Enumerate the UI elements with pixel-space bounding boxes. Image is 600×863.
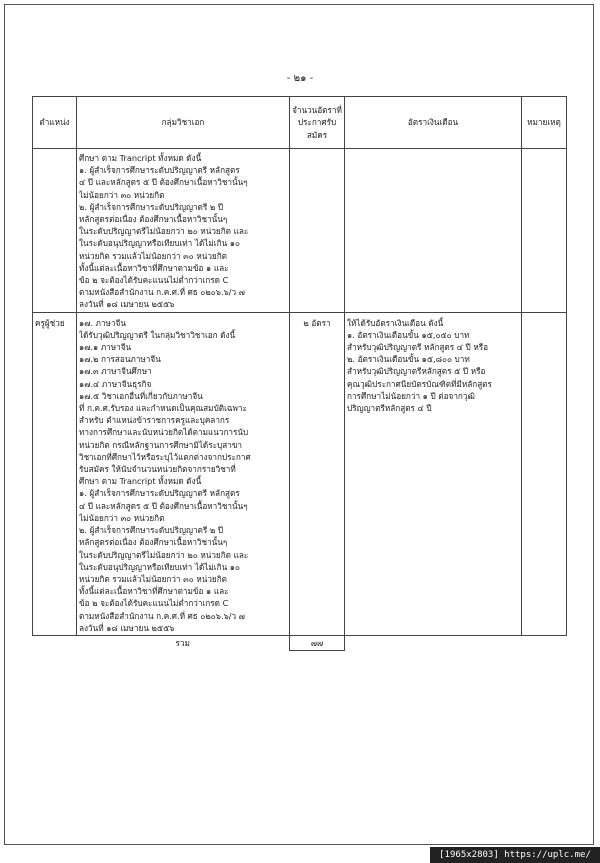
subject-line: ทั้งนี้แต่ละเนื้อหาวิชาที่ศึกษาตามข้อ ๑ และ bbox=[79, 586, 229, 597]
salary-line: ให้ได้รับอัตราเงินเดือน ดังนี้ bbox=[347, 317, 444, 328]
subject-line: ทางการศึกษาและนับหน่วยกิตได้ตามแนวการนับ bbox=[79, 427, 249, 438]
subject-cell bbox=[77, 149, 290, 313]
salary-line: ปริญญาตรีหลักสูตร ๔ ปี bbox=[347, 403, 432, 414]
total-row bbox=[33, 635, 567, 650]
table-row bbox=[33, 312, 567, 635]
subject-line: ๑๗.๑ ภาษาจีน bbox=[79, 342, 132, 353]
quota-cell: ๒ อัตรา bbox=[290, 312, 345, 635]
subject-line: ข้อ ๒ จะต้องได้รับคะแนนไม่ต่ำกว่าเกรด C bbox=[79, 598, 229, 609]
subject-line: ๑๗.๔ ภาษาจีนธุรกิจ bbox=[79, 378, 152, 389]
subject-line: หลักสูตรต่อเนื่อง ต้องศึกษาเนื้อหาวิชานั้นๆ bbox=[79, 214, 228, 225]
subject-line: หน่วยกิต รวมแล้วไม่น้อยกว่า ๓๐ หน่วยกิต bbox=[79, 573, 227, 584]
total-blank-cell bbox=[345, 635, 522, 650]
subject-line: ๑๗.๕ วิชาเอกอื่นที่เกี่ยวกับภาษาจีน bbox=[79, 390, 203, 401]
subject-line: ไม่น้อยกว่า ๓๐ หน่วยกิต bbox=[79, 512, 165, 523]
subject-line: ๑๗.๓ ภาษาจีนศึกษา bbox=[79, 366, 152, 377]
subject-line: ในระดับปริญญาตรีไม่น้อยกว่า ๒๐ หน่วยกิต และ bbox=[79, 226, 249, 237]
subject-line: ในระดับอนุปริญญาหรือเทียบเท่า ได้ไม่เกิน ๑๐ bbox=[79, 238, 240, 249]
header-salary: อัตราเงินเดือน bbox=[345, 97, 522, 149]
recruitment-table bbox=[32, 96, 567, 651]
subject-line: ในระดับปริญญาตรีไม่น้อยกว่า ๒๐ หน่วยกิต และ bbox=[79, 549, 249, 560]
subject-line: ๑๗. ภาษาจีน bbox=[79, 317, 126, 328]
total-blank-cell bbox=[33, 635, 77, 650]
total-value: ๗๗ bbox=[290, 635, 345, 650]
salary-line: คุณวุฒิประกาศนียบัตรบัณฑิตที่มีหลักสูตร bbox=[347, 378, 492, 389]
subject-line: ๑. ผู้สำเร็จการศึกษาระดับปริญญาตรี หลักสูตร bbox=[79, 165, 240, 176]
subject-line: ข้อ ๒ จะต้องได้รับคะแนนไม่ต่ำกว่าเกรด C bbox=[79, 275, 229, 286]
table-row bbox=[33, 149, 567, 313]
subject-line: ตามหนังสือสำนักงาน ก.ค.ศ.ที่ ศธ ๐๒๐๖.๖/ว ๗ bbox=[79, 610, 245, 621]
subject-line: หน่วยกิต กรณีหลักฐานการศึกษามิได้ระบุสาขา bbox=[79, 439, 243, 450]
salary-line: สำหรับวุฒิปริญญาตรีหลักสูตร ๕ ปี หรือ bbox=[347, 366, 486, 377]
total-label: รวม bbox=[175, 637, 190, 648]
header-position: ตำแหน่ง bbox=[33, 97, 77, 149]
position-cell: ครูผู้ช่วย bbox=[33, 312, 77, 635]
total-blank-cell bbox=[522, 635, 567, 650]
subject-line: วิชาเอกที่ศึกษาไว้หรือระบุไว้แตกต่างจากประกาศ bbox=[79, 451, 251, 462]
subject-line: ๔ ปี และหลักสูตร ๕ ปี ต้องศึกษาเนื้อหาวิชานั้นๆ bbox=[79, 177, 248, 188]
salary-cell bbox=[345, 149, 522, 313]
subject-line: หลักสูตรต่อเนื่อง ต้องศึกษาเนื้อหาวิชานั้นๆ bbox=[79, 537, 228, 548]
salary-line: ๒. อัตราเงินเดือนขั้น ๑๕,๘๐๐ บาท bbox=[347, 354, 470, 365]
subject-line: ศึกษา ตาม Trancript ทั้งหมด ดังนี้ bbox=[79, 476, 202, 487]
subject-line: ๑. ผู้สำเร็จการศึกษาระดับปริญญาตรี หลักสูตร bbox=[79, 488, 240, 499]
remarks-cell bbox=[522, 312, 567, 635]
subject-line: ๒. ผู้สำเร็จการศึกษาระดับปริญญาตรี ๒ ปี bbox=[79, 525, 224, 536]
subject-line: ๒. ผู้สำเร็จการศึกษาระดับปริญญาตรี ๒ ปี bbox=[79, 201, 224, 212]
subject-line: หน่วยกิต รวมแล้วไม่น้อยกว่า ๓๐ หน่วยกิต bbox=[79, 250, 227, 261]
subject-cell bbox=[77, 312, 290, 635]
header-subject-group: กลุ่มวิชาเอก bbox=[77, 97, 290, 149]
subject-line: ในระดับอนุปริญญาหรือเทียบเท่า ได้ไม่เกิน ๑๐ bbox=[79, 561, 240, 572]
subject-line: ทั้งนี้แต่ละเนื้อหาวิชาที่ศึกษาตามข้อ ๑ และ bbox=[79, 262, 229, 273]
subject-line: สำหรับ ตำแหน่งข้าราชการครูและบุคลากร bbox=[79, 415, 230, 426]
subject-line: ศึกษา ตาม Trancript ทั้งหมด ดังนี้ bbox=[79, 153, 202, 163]
table-header-row bbox=[33, 97, 567, 149]
position-cell bbox=[33, 149, 77, 313]
subject-line: ได้รับวุฒิปริญญาตรี ในกลุ่มวิชาวิชาเอก ดังนี้ bbox=[79, 329, 236, 340]
subject-line: ๑๗.๒ การสอนภาษาจีน bbox=[79, 354, 161, 365]
page-number: - ๒๑ - bbox=[286, 73, 314, 84]
subject-line: ๔ ปี และหลักสูตร ๕ ปี ต้องศึกษาเนื้อหาวิชานั้นๆ bbox=[79, 500, 248, 511]
subject-line: ตามหนังสือสำนักงาน ก.ค.ศ.ที่ ศธ ๐๒๐๖.๖/ว ๗ bbox=[79, 287, 245, 298]
header-quota: จำนวนอัตราที่ประกาศรับสมัคร bbox=[290, 97, 345, 149]
header-remarks: หมายเหตุ bbox=[522, 97, 567, 149]
subject-line: รับสมัคร ให้นับจำนวนหน่วยกิตจากรายวิชาที่ bbox=[79, 464, 236, 475]
salary-line: ๑. อัตราเงินเดือนขั้น ๑๕,๐๕๐ บาท bbox=[347, 329, 470, 340]
watermark-footer: [1965x2803] https://uplc.me/ bbox=[430, 847, 600, 863]
quota-cell bbox=[290, 149, 345, 313]
remarks-cell bbox=[522, 149, 567, 313]
subject-line: ที่ ก.ค.ศ.รับรอง และกำหนดเป็นคุณสมบัติเฉพาะ bbox=[79, 403, 247, 414]
subject-line: ลงวันที่ ๑๘ เมษายน ๒๕๕๖ bbox=[79, 622, 175, 633]
subject-line: ไม่น้อยกว่า ๓๐ หน่วยกิต bbox=[79, 189, 165, 200]
subject-line: ลงวันที่ ๑๘ เมษายน ๒๕๕๖ bbox=[79, 299, 175, 310]
salary-line: การศึกษาไม่น้อยกว่า ๑ ปี ต่อจากวุฒิ bbox=[347, 390, 475, 401]
salary-line: สำหรับวุฒิปริญญาตรี หลักสูตร ๔ ปี หรือ bbox=[347, 342, 489, 353]
salary-cell bbox=[345, 312, 522, 635]
